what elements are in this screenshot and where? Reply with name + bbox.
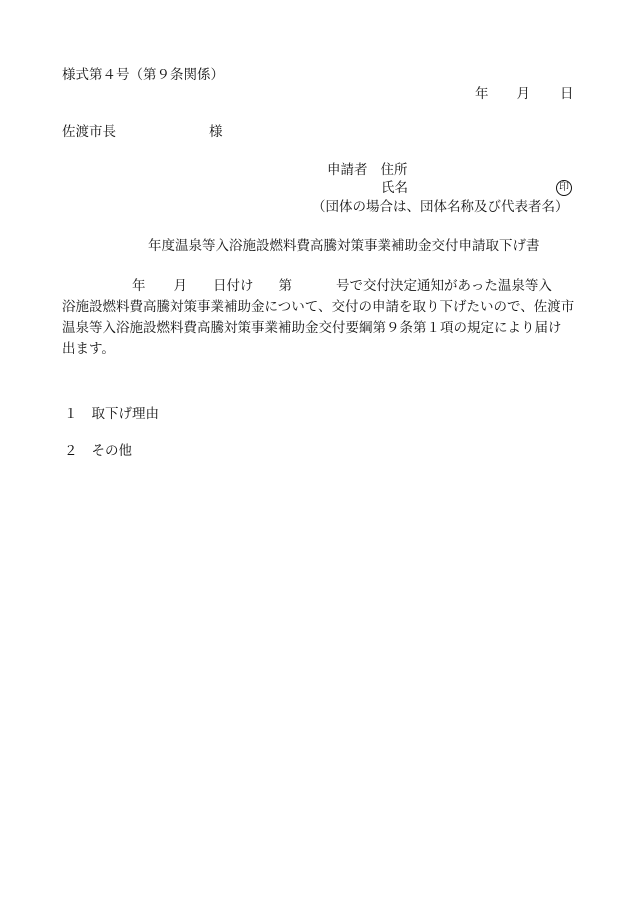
seal-mark (556, 180, 572, 196)
item-1-label: 取下げ理由 (91, 406, 159, 422)
applicant-address-line (327, 164, 408, 178)
item-2-label: その他 (91, 443, 132, 459)
addressee (62, 126, 223, 140)
item-1 (64, 408, 159, 422)
date-month: 月 (516, 86, 530, 102)
body-line-3: 温泉等入浴施設燃料費高騰対策事業補助金交付要綱第９条第１項の規定により届け (62, 320, 562, 336)
item-2 (64, 445, 132, 459)
body-line-1-rest: 号で交付決定通知があった温泉等入 (336, 278, 552, 294)
item-2-number: ２ (64, 443, 78, 459)
addressee-name: 佐渡市長 (62, 124, 116, 140)
addressee-honorific: 様 (209, 124, 223, 140)
applicant-label: 申請者 (327, 162, 368, 178)
body-dated: 日付け (213, 278, 254, 294)
date-year: 年 (475, 86, 489, 102)
item-1-number: １ (64, 406, 78, 422)
body-paragraph (62, 276, 575, 360)
applicant-name-label: 氏名 (381, 180, 408, 196)
applicant-note: （団体の場合は、団体名称及び代表者名） (312, 199, 569, 215)
body-line-2: 浴施設燃料費高騰対策事業補助金について、交付の申請を取り下げたいので、佐渡市 (62, 299, 575, 315)
body-line-1 (62, 276, 572, 297)
body-month: 月 (173, 278, 187, 294)
seal-circle: 印 (556, 180, 572, 196)
date-day: 日 (560, 86, 574, 102)
document-title: 年度温泉等入浴施設燃料費高騰対策事業補助金交付申請取下げ書 (148, 238, 540, 254)
date-line (475, 88, 574, 102)
applicant-address-label: 住所 (380, 162, 408, 178)
body-year: 年 (132, 278, 146, 294)
form-number: 様式第４号（第９条関係） (62, 67, 224, 83)
body-line-4: 出ます。 (62, 341, 115, 357)
body-number-prefix: 第 (278, 278, 292, 294)
